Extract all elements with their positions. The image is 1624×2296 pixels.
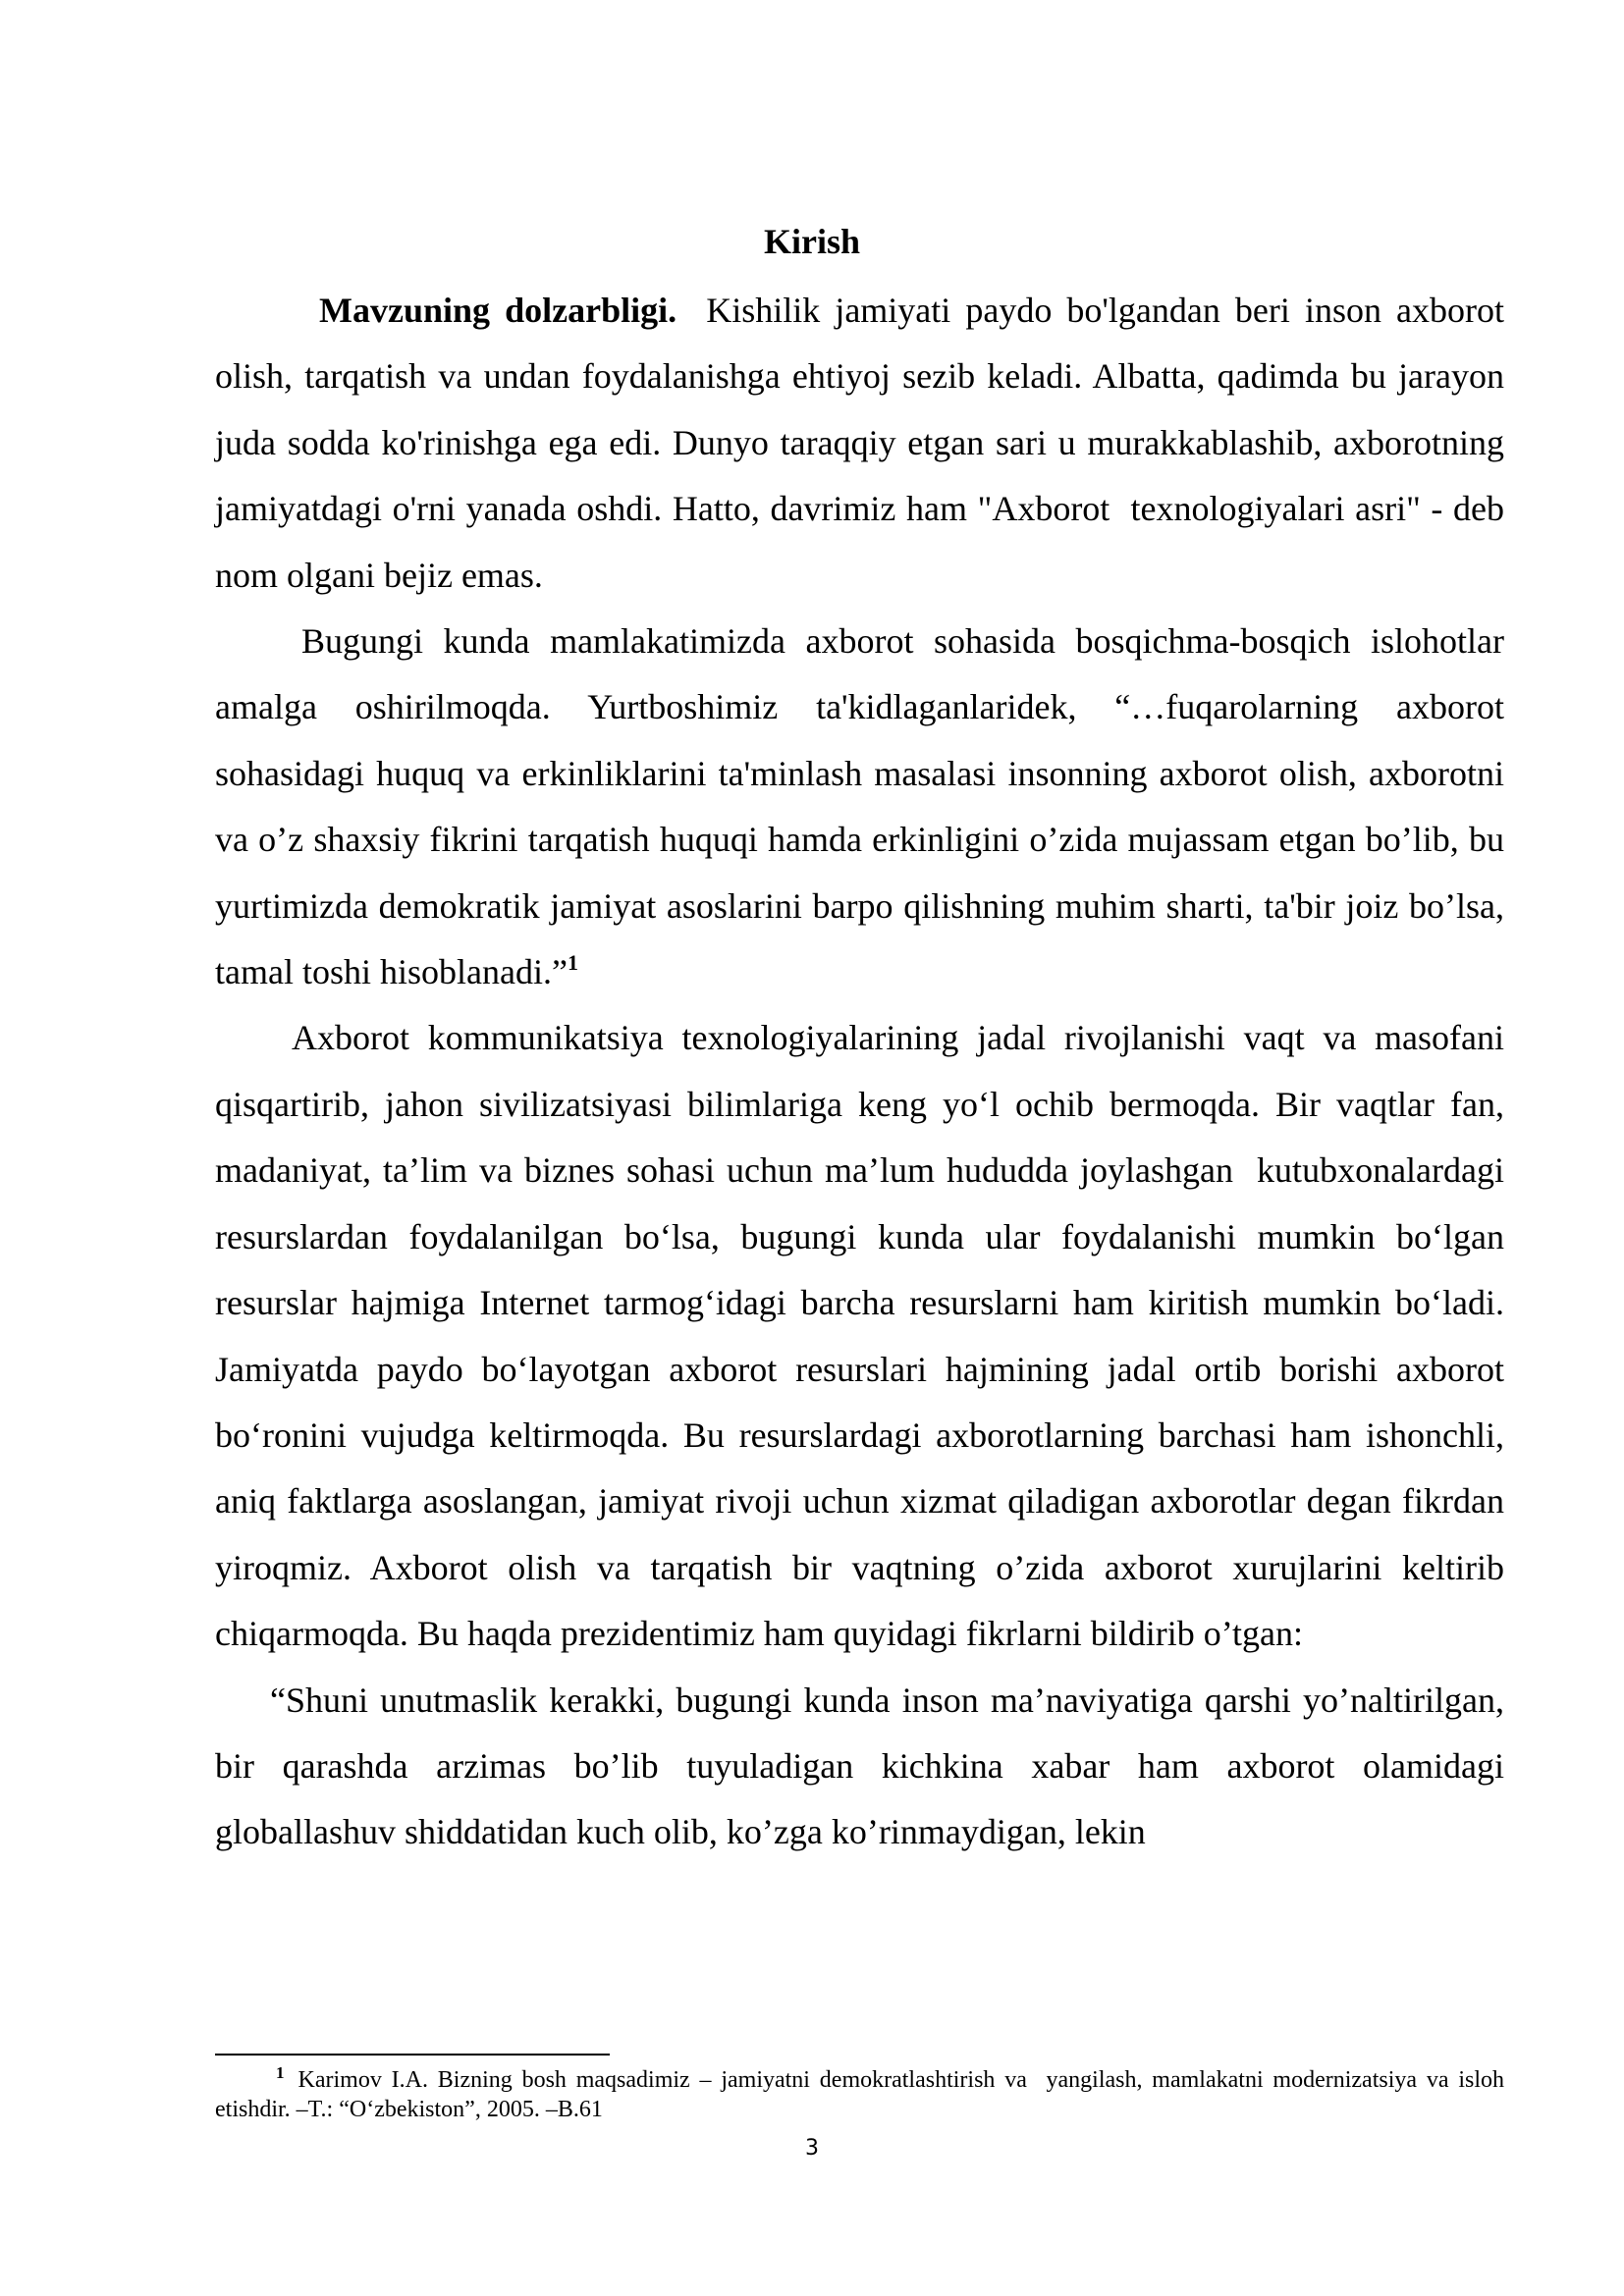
paragraph-text: Kishilik jamiyati paydo bo'lgandan beri inson axborot olish, tarqatish va undan foydalanishga ehtiyoj sezib keladi. Albatta, qadimda bu jarayon juda sodda ko'rinishga ega edi. Dunyo taraqqiy etgan sari u murakkablashib, axborotning jamiyatdagi o'rni yanada oshdi. Hatto, davrimiz ham "Axborot texnologiyalari asri" - deb nom olgani bejiz emas. bbox=[215, 291, 1514, 595]
footnote-separator bbox=[215, 2054, 610, 2056]
page-number: 3 bbox=[805, 2136, 819, 2161]
paragraph-text: “Shuni unutmaslik kerakki, bugungi kunda inson ma’naviyatiga qarshi yo’naltirilgan, bir qarashda arzimas bo’lib tuyuladigan kichkina xabar ham axborot olamidagi globallashuv shiddatidan kuch olib, ko’zga ko’rinmaydigan, lekin bbox=[215, 1680, 1504, 1852]
paragraph-relevance bbox=[215, 278, 1514, 609]
page-title: Kirish bbox=[763, 222, 860, 261]
paragraph-reforms bbox=[215, 609, 1504, 1005]
body-text bbox=[215, 278, 1514, 1866]
footnote bbox=[215, 2063, 1510, 2124]
paragraph-ict bbox=[215, 1005, 1513, 1667]
paragraph-lead: Mavzuning dolzarbligi. bbox=[319, 291, 677, 330]
paragraph-text: Axborot kommunikatsiya texnologiyalarining jadal rivojlanishi vaqt va masofani qisqartirib, jahon sivilizatsiyasi bilimlariga keng yo‘l ochib bermoqda. Bir vaqtlar fan, madaniyat, ta’lim va biznes sohasi uchun ma’lum hududda joylashgan kutubxonalardagi resurslardan foydalanilgan bo‘lsa, bugungi kunda ular foydalanishi mumkin bo‘lgan resurslar hajmiga Internet tarmog‘idagi barcha resurslarni ham kiritish mumkin bo‘ladi. Jamiyatda paydo bo‘layotgan axborot resurslari hajmining jadal ortib borishi axborot bo‘ronini vujudga keltirmoqda. Bu resurslardagi axborotlarning barchasi ham ishonchli, aniq faktlarga asoslangan, jamiyat rivoji uchun xizmat qiladigan axborotlar degan fikrdan yiroqmiz. Axborot olish va tarqatish bir vaqtning o’zida axborot xurujlarini keltirib chiqarmoqda. Bu haqda prezidentimiz ham quyidagi fikrlarni bildirib o’tgan: bbox=[215, 1018, 1513, 1654]
footnote-marker: 1 bbox=[276, 2063, 285, 2082]
footnote-text: Karimov I.A. Bizning bosh maqsadimiz – jamiyatni demokratlashtirish va yangilash, mamlakatni modernizatsiya va isloh etishdir. –T.: “O‘zbekiston”, 2005. –B.61 bbox=[215, 2067, 1510, 2122]
footnote-reference[interactable]: 1 bbox=[567, 950, 578, 976]
paragraph-text: Bugungi kunda mamlakatimizda axborot sohasida bosqichma-bosqich islohotlar amalga oshirilmoqda. Yurtboshimiz ta'kidlaganlaridek, “…fuqarolarning axborot sohasidagi huquq va erkinliklarini ta'minlash masalasi insonning axborot olish, axborotni va o’z shaxsiy fikrini tarqatish huquqi hamda erkinligini o’zida mujassam etgan bo’lib, bu yurtimizda demokratik jamiyat asoslarini barpo qilishning muhim sharti, ta'bir joiz bo’lsa, tamal toshi hisoblanadi.” bbox=[215, 621, 1504, 992]
paragraph-quote bbox=[215, 1668, 1504, 1866]
